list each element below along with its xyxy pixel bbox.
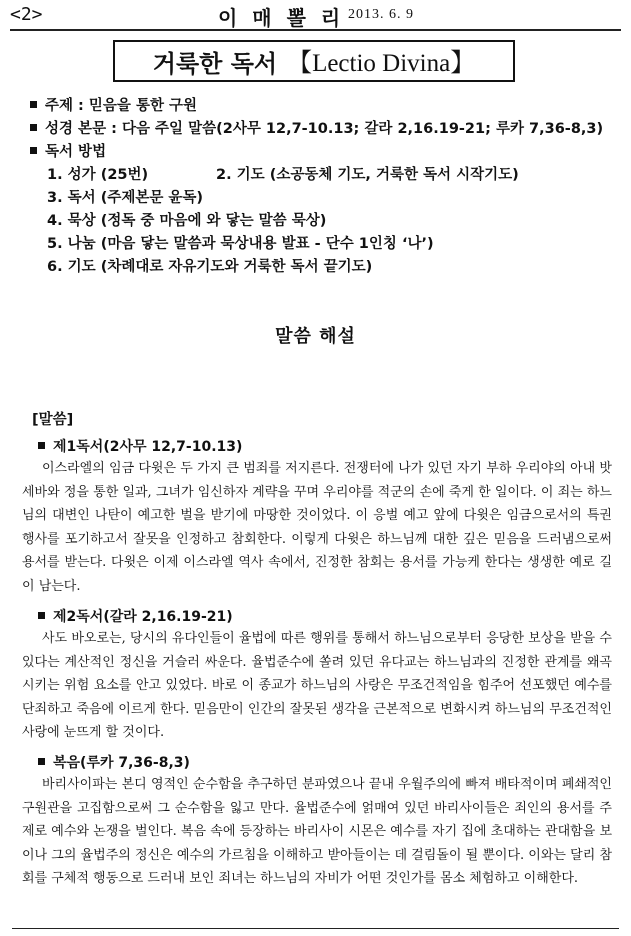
reading-heading-text: 복음(루카 7,36-8,3) xyxy=(53,755,190,771)
reading-heading xyxy=(38,436,242,456)
square-bullet-icon xyxy=(30,124,37,131)
reading-paragraph: 이스라엘의 임금 다윗은 두 가지 큰 범죄를 저지른다. 전쟁터에 나가 있던 자기 부하 우리야의 아내 밧세바와 정을 통한 일과, 그녀가 임신하자 계략을 꾸며 우리야를 적군의 손에 죽게 한 일이다. 이 죄는 하느님의 대변인 나탄이 예고한 벌을 받기에 마땅한 것이었다. 이 응벌 예고 앞에 다윗은 임금으로서의 특권 행사를 포기하고서 잘못을 인정하고 참회한다. 이렇게 다윗은 하느님께 대한 깊은 믿음을 드러냄으로써 용서를 받는다. 다윗은 이제 이스라엘 역사 속에서, 진정한 참회는 용서를 가능케 한다는 생생한 예로 길이 남는다. xyxy=(22,461,612,594)
readings-text: 성경 본문 : 다음 주일 말씀(2사무 12,7-10.13; 갈라 2,16.19-21; 루카 7,36-8,3) xyxy=(45,121,604,137)
info-theme xyxy=(30,94,197,115)
method-step: 1. 성가 (25번) xyxy=(47,167,149,183)
commentary-title: 말씀 해설 xyxy=(275,326,356,347)
info-method xyxy=(30,140,106,161)
bulletin-name: 이 매 뽈 리 xyxy=(218,6,345,30)
method-step: 2. 기도 (소공동체 기도, 거룩한 독서 시작기도) xyxy=(216,167,519,183)
theme-text: 주제 : 믿음을 통한 구원 xyxy=(45,98,198,114)
method-step: 6. 기도 (차례대로 자유기도와 거룩한 독서 끝기도) xyxy=(47,259,373,275)
footer-rule xyxy=(12,928,619,929)
reading-heading-text: 제2독서(갈라 2,16.19-21) xyxy=(53,609,233,625)
square-bullet-icon xyxy=(38,758,45,765)
square-bullet-icon xyxy=(38,442,45,449)
method-step: 3. 독서 (주제본문 윤독) xyxy=(47,190,204,206)
method-step: 5. 나눔 (마음 닿는 말씀과 묵상내용 발표 - 단수 1인칭 ‘나’) xyxy=(47,236,434,252)
scripture-label: [말씀] xyxy=(32,412,74,428)
title-latin: 【Lectio Divina】 xyxy=(287,50,476,77)
reading-paragraph: 사도 바오로는, 당시의 유다인들이 율법에 따른 행위를 통해서 하느님으로부터 응당한 보상을 받을 수 있다는 계산적인 정신을 거슬러 싸운다. 율법준수에 쏠려 있던 유다교는 하느님과의 진정한 관계를 왜곡시키는 위험 요소를 안고 있었다. 바로 이 종교가 하느님의 사랑은 무조건적임을 힘주어 선포했던 예수를 단죄하고 죽음에 이르게 한다. 믿음만이 인간의 잘못된 생각을 근본적으로 변화시켜 하느님의 무조건적인 사랑에 눈뜨게 할 것이다. xyxy=(22,631,612,740)
page-number: <2> xyxy=(10,4,43,25)
square-bullet-icon xyxy=(38,612,45,619)
issue-date: 2013. 6. 9 xyxy=(348,7,414,22)
reading-heading xyxy=(38,606,233,626)
square-bullet-icon xyxy=(30,101,37,108)
reading-heading xyxy=(38,752,190,772)
title-box xyxy=(113,40,515,82)
title-korean: 거룩한 독서 xyxy=(152,48,278,78)
info-readings xyxy=(30,117,603,138)
page-header xyxy=(10,4,621,28)
reading-paragraph: 바리사이파는 본디 영적인 순수함을 추구하던 분파였으나 끝내 우월주의에 빠져 배타적이며 폐쇄적인 구원관을 고집함으로써 그 순수함을 잃고 만다. 율법준수에 얽매여 있던 바리사이들은 죄인의 용서를 주제로 예수와 논쟁을 벌인다. 복음 속에 등장하는 바리사이 시몬은 예수를 자기 집에 초대하는 관대함을 보이나 그의 율법주의 정신은 예수의 가르침을 이해하고 받아들이는 데 걸림돌이 될 뿐이다. 이와는 달리 참회를 구체적 행동으로 드러내 보인 죄녀는 하느님의 자비가 어떤 것인가를 몸소 체험하고 이해한다. xyxy=(22,777,612,886)
reading-heading-text: 제1독서(2사무 12,7-10.13) xyxy=(53,439,243,455)
square-bullet-icon xyxy=(30,147,37,154)
method-step: 4. 묵상 (정독 중 마음에 와 닿는 말씀 묵상) xyxy=(47,213,327,229)
header-rule xyxy=(10,29,621,31)
method-heading: 독서 방법 xyxy=(45,144,107,160)
